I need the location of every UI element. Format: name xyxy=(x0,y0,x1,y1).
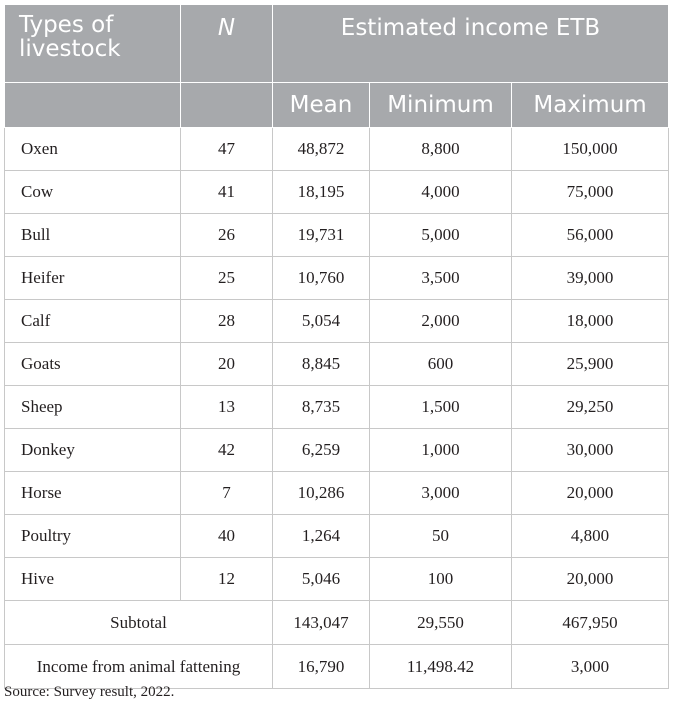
fattening-min: 11,498.42 xyxy=(370,645,512,689)
cell-max: 20,000 xyxy=(512,558,669,601)
cell-mean: 10,760 xyxy=(273,257,370,300)
cell-mean: 18,195 xyxy=(273,171,370,214)
cell-type: Heifer xyxy=(5,257,181,300)
table-row xyxy=(5,343,669,386)
cell-max: 56,000 xyxy=(512,214,669,257)
fattening-label: Income from animal fattening xyxy=(5,645,273,689)
cell-max: 30,000 xyxy=(512,429,669,472)
cell-type: Horse xyxy=(5,472,181,515)
header-mean: Mean xyxy=(273,83,370,128)
cell-max: 25,900 xyxy=(512,343,669,386)
cell-type: Poultry xyxy=(5,515,181,558)
header-n: N xyxy=(181,5,273,83)
fattening-mean: 16,790 xyxy=(273,645,370,689)
table-row xyxy=(5,214,669,257)
subtotal-min: 29,550 xyxy=(370,601,512,645)
table-row xyxy=(5,257,669,300)
cell-min: 600 xyxy=(370,343,512,386)
cell-type: Sheep xyxy=(5,386,181,429)
cell-n: 12 xyxy=(181,558,273,601)
header-types-of-livestock: Types of livestock xyxy=(5,5,181,83)
cell-n: 28 xyxy=(181,300,273,343)
cell-n: 40 xyxy=(181,515,273,558)
cell-min: 1,000 xyxy=(370,429,512,472)
cell-min: 50 xyxy=(370,515,512,558)
cell-min: 1,500 xyxy=(370,386,512,429)
cell-max: 39,000 xyxy=(512,257,669,300)
table-row xyxy=(5,515,669,558)
cell-min: 3,500 xyxy=(370,257,512,300)
cell-n: 20 xyxy=(181,343,273,386)
subtotal-label: Subtotal xyxy=(5,601,273,645)
cell-n: 42 xyxy=(181,429,273,472)
cell-min: 8,800 xyxy=(370,128,512,171)
table-row xyxy=(5,558,669,601)
table-body xyxy=(5,128,669,689)
cell-mean: 6,259 xyxy=(273,429,370,472)
cell-max: 150,000 xyxy=(512,128,669,171)
cell-n: 25 xyxy=(181,257,273,300)
cell-mean: 48,872 xyxy=(273,128,370,171)
cell-max: 20,000 xyxy=(512,472,669,515)
header-estimated-income: Estimated income ETB xyxy=(273,5,669,83)
table-row xyxy=(5,300,669,343)
table-row xyxy=(5,128,669,171)
fattening-row xyxy=(5,645,669,689)
source-note: Source: Survey result, 2022. xyxy=(4,684,175,700)
header-maximum: Maximum xyxy=(512,83,669,128)
subtotal-max: 467,950 xyxy=(512,601,669,645)
cell-min: 2,000 xyxy=(370,300,512,343)
cell-mean: 10,286 xyxy=(273,472,370,515)
cell-type: Hive xyxy=(5,558,181,601)
cell-min: 100 xyxy=(370,558,512,601)
cell-min: 4,000 xyxy=(370,171,512,214)
cell-mean: 1,264 xyxy=(273,515,370,558)
cell-type: Oxen xyxy=(5,128,181,171)
cell-type: Goats xyxy=(5,343,181,386)
cell-type: Calf xyxy=(5,300,181,343)
cell-n: 26 xyxy=(181,214,273,257)
table-row xyxy=(5,472,669,515)
cell-mean: 19,731 xyxy=(273,214,370,257)
cell-mean: 8,735 xyxy=(273,386,370,429)
cell-n: 41 xyxy=(181,171,273,214)
cell-mean: 5,046 xyxy=(273,558,370,601)
cell-type: Bull xyxy=(5,214,181,257)
fattening-max: 3,000 xyxy=(512,645,669,689)
cell-max: 18,000 xyxy=(512,300,669,343)
cell-max: 75,000 xyxy=(512,171,669,214)
cell-mean: 5,054 xyxy=(273,300,370,343)
cell-mean: 8,845 xyxy=(273,343,370,386)
cell-type: Donkey xyxy=(5,429,181,472)
subtotal-row xyxy=(5,601,669,645)
table-row xyxy=(5,429,669,472)
header-n-empty xyxy=(181,83,273,128)
cell-n: 47 xyxy=(181,128,273,171)
header-types-empty xyxy=(5,83,181,128)
header-minimum: Minimum xyxy=(370,83,512,128)
cell-n: 7 xyxy=(181,472,273,515)
table-row xyxy=(5,386,669,429)
cell-n: 13 xyxy=(181,386,273,429)
cell-max: 4,800 xyxy=(512,515,669,558)
livestock-income-table xyxy=(4,4,669,689)
cell-min: 5,000 xyxy=(370,214,512,257)
cell-max: 29,250 xyxy=(512,386,669,429)
table-row xyxy=(5,171,669,214)
cell-type: Cow xyxy=(5,171,181,214)
cell-min: 3,000 xyxy=(370,472,512,515)
subtotal-mean: 143,047 xyxy=(273,601,370,645)
